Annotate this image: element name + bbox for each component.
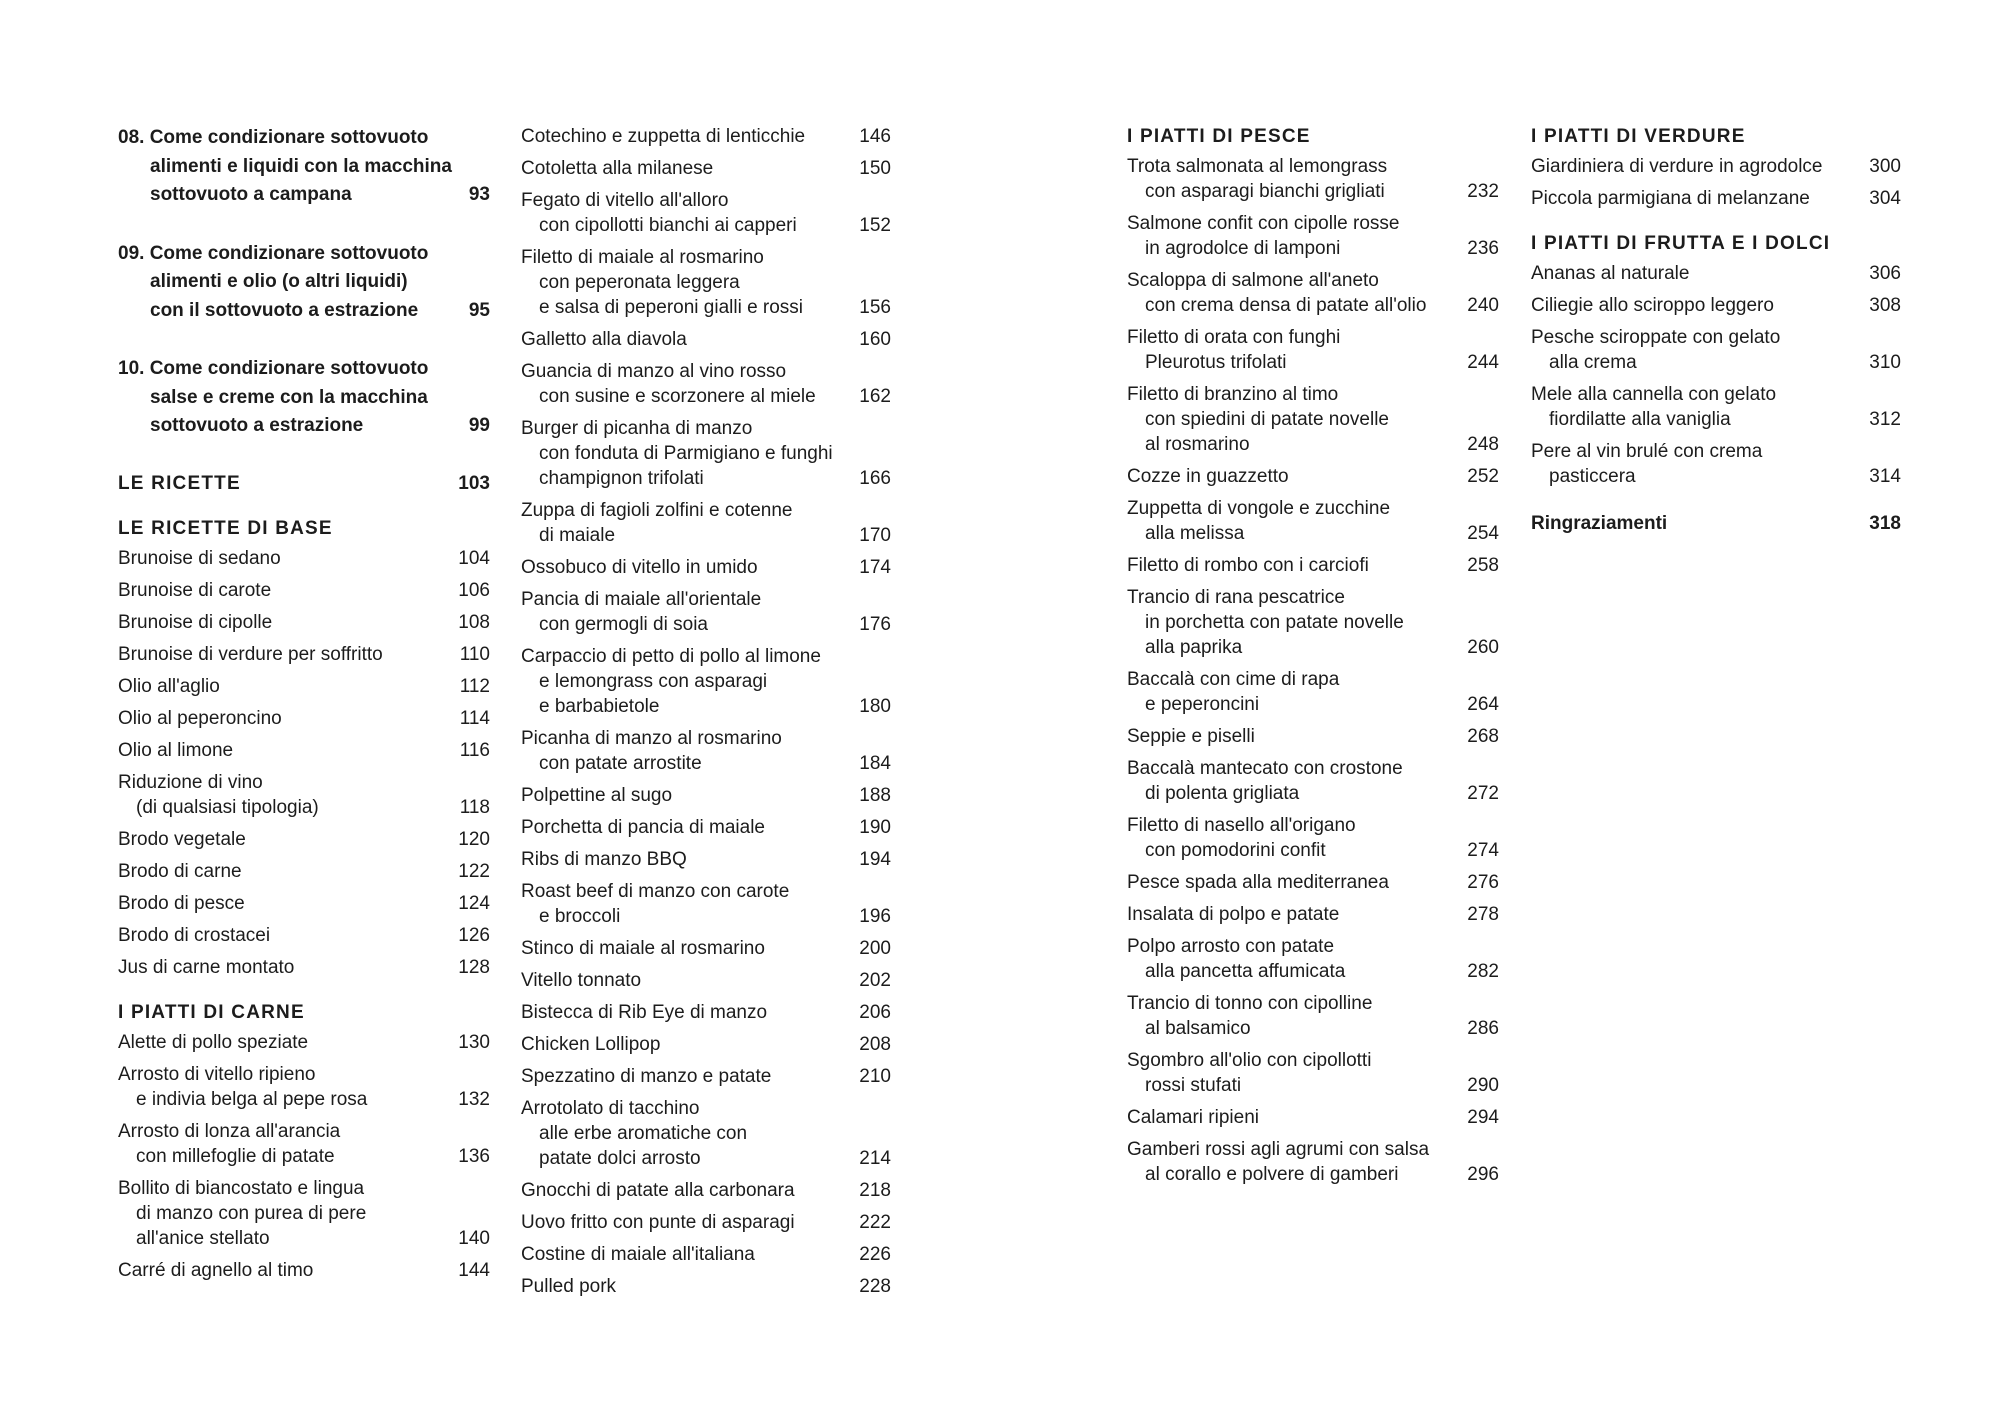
page-number: 236 (1467, 238, 1499, 259)
entry-title: Ananas al naturale (1531, 263, 1690, 284)
entry-title: Ossobuco di vitello in umido (521, 557, 758, 578)
page-number: 274 (1467, 840, 1499, 861)
entry-title: Arrosto di lonza all'arancia (118, 1120, 341, 1142)
section-title: I PIATTI DI FRUTTA E I DOLCI (1531, 233, 1831, 254)
entry-title: Olio al peperoncino (118, 707, 282, 729)
page-number: 310 (1869, 352, 1901, 373)
toc-entry (1531, 382, 1901, 432)
entry-title-continued: alla pancetta affumicata (1145, 961, 1346, 982)
entry-title-continued: sottovuoto a campana (150, 184, 352, 205)
page-number: 278 (1467, 904, 1499, 925)
entry-title: Arrotolato di tacchino (521, 1098, 700, 1119)
page-number: 276 (1467, 872, 1499, 893)
page-number: 144 (458, 1259, 490, 1281)
page-number: 218 (859, 1180, 891, 1201)
entry-title: Pere al vin brulé con crema (1531, 441, 1763, 462)
page-number: 244 (1467, 352, 1499, 373)
page-number: 184 (859, 753, 891, 774)
toc-entry (521, 498, 891, 548)
page-number: 130 (458, 1031, 490, 1053)
toc-entry (118, 706, 490, 731)
toc-entry (1127, 756, 1499, 806)
entry-title: Guancia di manzo al vino rosso (521, 361, 787, 382)
page-number: 99 (468, 415, 490, 436)
entry-title: Pesce spada alla mediterranea (1127, 872, 1389, 893)
toc-entry (118, 859, 490, 884)
page-number: 93 (468, 184, 490, 205)
chapter-entry (118, 240, 490, 326)
entry-title-continued: con cipollotti bianchi ai capperi (539, 215, 797, 236)
entry-title: Olio al limone (118, 739, 234, 761)
entry-title: Gnocchi di patate alla carbonara (521, 1180, 795, 1201)
page-number: 116 (459, 739, 490, 761)
toc-entry (1127, 464, 1499, 489)
entry-title: Porchetta di pancia di maiale (521, 817, 765, 838)
page-number: 124 (458, 892, 490, 914)
page-number: 294 (1467, 1107, 1499, 1128)
toc-entry (521, 644, 891, 719)
page-number: 190 (859, 817, 891, 838)
page-number: 106 (458, 579, 490, 601)
page-number: 128 (458, 956, 490, 978)
toc-entry (118, 827, 490, 852)
entry-title-continued: con susine e scorzonere al miele (539, 386, 816, 407)
page-number: 126 (458, 924, 490, 946)
entry-title-continued: con il sottovuoto a estrazione (150, 299, 419, 321)
page-number: 202 (859, 970, 891, 991)
entry-title: Ribs di manzo BBQ (521, 849, 687, 870)
toc-entry (1127, 902, 1499, 927)
toc-column-4 (1531, 124, 1901, 543)
entry-title: Sgombro all'olio con cipollotti (1127, 1050, 1372, 1071)
entry-title: Alette di pollo speziate (118, 1031, 309, 1053)
toc-entry (521, 1210, 891, 1235)
chapter-entry (118, 355, 490, 441)
entry-title: Trota salmonata al lemongrass (1127, 156, 1388, 177)
entry-title: Stinco di maiale al rosmarino (521, 938, 765, 959)
page-number: 174 (859, 557, 891, 578)
entry-title-continued: con spiedini di patate novelle (1145, 409, 1390, 430)
page-number: 120 (458, 828, 490, 850)
entry-title: Baccalà con cime di rapa (1127, 669, 1340, 690)
page-number: 290 (1467, 1075, 1499, 1096)
entry-title-continued: alla paprika (1145, 637, 1243, 658)
page-number: 136 (458, 1145, 490, 1167)
entry-title: Arrosto di vitello ripieno (118, 1063, 316, 1085)
toc-entry (1127, 585, 1499, 660)
entry-title-continued: con millefoglie di patate (136, 1145, 335, 1167)
entry-title-continued: fiordilatte alla vaniglia (1549, 409, 1731, 430)
toc-entry (1127, 667, 1499, 717)
toc-entry (118, 1258, 490, 1283)
section-page-number: 103 (458, 472, 490, 494)
page-number: 272 (1467, 783, 1499, 804)
page-number: 226 (859, 1244, 891, 1265)
page-number: 118 (459, 796, 490, 818)
entry-title: Chicken Lollipop (521, 1034, 661, 1055)
page-number: 240 (1467, 295, 1499, 316)
entry-title: Filetto di orata con funghi (1127, 327, 1341, 348)
entry-title: Pesche sciroppate con gelato (1531, 327, 1781, 348)
entry-title: Calamari ripieni (1127, 1107, 1259, 1128)
entry-title-continued: alimenti e liquidi con la macchina (150, 155, 452, 177)
section-title: I PIATTI DI CARNE (118, 1001, 305, 1023)
entry-title: Brodo vegetale (118, 828, 246, 850)
page-number: 114 (459, 707, 490, 729)
entry-title-continued: con asparagi bianchi grigliati (1145, 181, 1385, 202)
entry-title: Salmone confit con cipolle rosse (1127, 213, 1400, 234)
page-number: 196 (859, 906, 891, 927)
entry-title: Fegato di vitello all'alloro (521, 190, 729, 211)
section-title: LE RICETTE (118, 472, 241, 494)
page-number: 286 (1467, 1018, 1499, 1039)
toc-entry (118, 1030, 490, 1055)
page-number: 258 (1467, 555, 1499, 576)
page-number: 160 (859, 329, 891, 350)
toc-entry (521, 815, 891, 840)
entry-title: 10. Come condizionare sottovuoto (118, 358, 429, 379)
page-number: 306 (1869, 263, 1901, 284)
entry-title: Olio all'aglio (118, 675, 220, 697)
page-number: 156 (859, 297, 891, 318)
entry-title-continued: in agrodolce di lamponi (1145, 238, 1341, 259)
toc-entry (521, 188, 891, 238)
toc-entry (521, 1178, 891, 1203)
toc-entry (1531, 293, 1901, 318)
toc-entry (521, 1242, 891, 1267)
page-number: 264 (1467, 694, 1499, 715)
section-heading (118, 471, 490, 496)
page-number: 166 (859, 468, 891, 489)
entry-title-continued: di maiale (539, 525, 616, 546)
toc-entry (1127, 1137, 1499, 1187)
toc-entry (1531, 261, 1901, 286)
toc-entry (1531, 439, 1901, 489)
entry-title: Uovo fritto con punte di asparagi (521, 1212, 795, 1233)
entry-title: Giardiniera di verdure in agrodolce (1531, 156, 1823, 177)
page-number: 304 (1869, 188, 1901, 209)
entry-title-continued: champignon trifolati (539, 468, 704, 489)
section-title: I PIATTI DI PESCE (1127, 126, 1311, 147)
toc-entry (521, 936, 891, 961)
page-number: 314 (1869, 466, 1901, 487)
entry-title: Seppie e piselli (1127, 726, 1255, 747)
entry-title-continued: alle erbe aromatiche con (539, 1123, 748, 1144)
page-number: 296 (1467, 1164, 1499, 1185)
entry-title-continued: al corallo e polvere di gamberi (1145, 1164, 1399, 1185)
page-number: 104 (458, 547, 490, 569)
toc-entry (118, 770, 490, 820)
entry-title: Polpo arrosto con patate (1127, 936, 1335, 957)
entry-title: Scaloppa di salmone all'aneto (1127, 270, 1379, 291)
toc-entry (118, 674, 490, 699)
entry-title: Brodo di carne (118, 860, 242, 882)
entry-title: Brunoise di sedano (118, 547, 281, 569)
entry-title: Costine di maiale all'italiana (521, 1244, 755, 1265)
toc-entry (1127, 325, 1499, 375)
entry-title: Pulled pork (521, 1276, 617, 1297)
page-number: 180 (859, 696, 891, 717)
toc-entry (521, 359, 891, 409)
toc-column-2 (521, 124, 891, 1306)
page-number: 162 (859, 386, 891, 407)
entry-title: Brodo di pesce (118, 892, 245, 914)
toc-entry (1127, 496, 1499, 546)
entry-title: Filetto di rombo con i carciofi (1127, 555, 1369, 576)
entry-title: Spezzatino di manzo e patate (521, 1066, 772, 1087)
toc-entry (521, 783, 891, 808)
entry-title-continued: e broccoli (539, 906, 621, 927)
entry-title-continued: e peperoncini (1145, 694, 1260, 715)
entry-title: Brunoise di carote (118, 579, 272, 601)
entry-title-continued: salse e creme con la macchina (150, 386, 428, 408)
entry-title-continued: alimenti e olio (o altri liquidi) (150, 271, 408, 292)
toc-entry (521, 968, 891, 993)
page-number: 268 (1467, 726, 1499, 747)
entry-title: Ciliegie allo sciroppo leggero (1531, 295, 1774, 316)
entry-title: Polpettine al sugo (521, 785, 673, 806)
entry-title: Cotechino e zuppetta di lenticchie (521, 126, 806, 147)
entry-title-continued: (di qualsiasi tipologia) (136, 796, 319, 818)
toc-entry (1127, 813, 1499, 863)
page-number: 122 (458, 860, 490, 882)
page-number: 110 (459, 643, 490, 665)
page-number: 260 (1467, 637, 1499, 658)
entry-title-continued: con germogli di soia (539, 614, 708, 635)
entry-title-continued: e barbabietole (539, 696, 660, 717)
page-number: 170 (859, 525, 891, 546)
entry-title: Brunoise di cipolle (118, 611, 273, 633)
toc-entry (1127, 268, 1499, 318)
toc-entry (521, 416, 891, 491)
entry-title-continued: con patate arrostite (539, 753, 702, 774)
entry-title: Brunoise di verdure per soffritto (118, 643, 383, 665)
toc-entry (521, 1000, 891, 1025)
toc-entry (1127, 154, 1499, 204)
entry-title-continued: alla crema (1549, 352, 1637, 373)
page-number: 188 (859, 785, 891, 806)
entry-title-continued: con fonduta di Parmigiano e funghi (539, 443, 833, 464)
entry-title-continued: di manzo con purea di pere (136, 1202, 367, 1224)
toc-entry (521, 1064, 891, 1089)
entry-title-continued: e salsa di peperoni gialli e rossi (539, 297, 804, 318)
entry-title-continued: sottovuoto a estrazione (150, 415, 364, 436)
entry-title: Burger di picanha di manzo (521, 418, 753, 439)
toc-entry (1127, 934, 1499, 984)
page-number: 308 (1869, 295, 1901, 316)
toc-entry (521, 1274, 891, 1299)
page-number: 254 (1467, 523, 1499, 544)
page-number: 208 (859, 1034, 891, 1055)
entry-title: Vitello tonnato (521, 970, 642, 991)
entry-title-continued: al balsamico (1145, 1018, 1251, 1039)
toc-entry (1127, 870, 1499, 895)
entry-title: Trancio di rana pescatrice (1127, 587, 1345, 608)
section-title: LE RICETTE DI BASE (118, 517, 333, 539)
chapter-entry (118, 124, 490, 210)
entry-title: Filetto di maiale al rosmarino (521, 247, 764, 268)
toc-entry (1127, 1105, 1499, 1130)
page-number: 206 (859, 1002, 891, 1023)
page-number: 282 (1467, 961, 1499, 982)
entry-title-continued: Pleurotus trifolati (1145, 352, 1287, 373)
toc-entry (521, 1032, 891, 1057)
entry-title: Bistecca di Rib Eye di manzo (521, 1002, 768, 1023)
page-number: 248 (1467, 434, 1499, 455)
entry-title-continued: con peperonata leggera (539, 272, 740, 293)
entry-title-continued: in porchetta con patate novelle (1145, 612, 1404, 633)
entry-title: Trancio di tonno con cipolline (1127, 993, 1373, 1014)
toc-entry (521, 327, 891, 352)
entry-title: Cotoletta alla milanese (521, 158, 714, 179)
toc-entry (118, 642, 490, 667)
page-number: 232 (1467, 181, 1499, 202)
toc-entry (1127, 382, 1499, 457)
entry-title: Galletto alla diavola (521, 329, 687, 350)
page-number: 176 (859, 614, 891, 635)
page-number: 318 (1869, 513, 1901, 534)
entry-title-continued: alla melissa (1145, 523, 1245, 544)
entry-title-continued: con crema densa di patate all'olio (1145, 295, 1427, 316)
entry-title: Jus di carne montato (118, 956, 295, 978)
toc-column-1 (118, 124, 490, 1290)
toc-entry (118, 1119, 490, 1169)
entry-title: Carré di agnello al timo (118, 1259, 314, 1281)
entry-title: Piccola parmigiana di melanzane (1531, 188, 1810, 209)
page-number: 312 (1869, 409, 1901, 430)
toc-entry (1127, 1048, 1499, 1098)
entry-title: Ringraziamenti (1531, 513, 1668, 534)
entry-title-continued: e lemongrass con asparagi (539, 671, 768, 692)
entry-title-continued: rossi stufati (1145, 1075, 1242, 1096)
entry-title: Mele alla cannella con gelato (1531, 384, 1777, 405)
entry-title: Zuppa di fagioli zolfini e cotenne (521, 500, 793, 521)
page-number: 152 (859, 215, 891, 236)
entry-title-continued: con pomodorini confit (1145, 840, 1326, 861)
toc-entry (521, 124, 891, 149)
page-number: 132 (458, 1088, 490, 1110)
entry-title: Filetto di nasello all'origano (1127, 815, 1356, 836)
section-heading (118, 516, 490, 541)
toc-entry (118, 955, 490, 980)
toc-entry (1127, 553, 1499, 578)
page-number: 95 (468, 299, 490, 321)
toc-entry (118, 1062, 490, 1112)
page-number: 140 (458, 1227, 490, 1249)
entry-title: Brodo di crostacei (118, 924, 271, 946)
entry-title-continued: al rosmarino (1145, 434, 1250, 455)
entry-title: Baccalà mantecato con crostone (1127, 758, 1403, 779)
section-heading (1127, 124, 1499, 149)
page-number: 194 (859, 849, 891, 870)
entry-title: Picanha di manzo al rosmarino (521, 728, 782, 749)
section-heading (1531, 231, 1901, 256)
entry-title: Carpaccio di petto di pollo al limone (521, 646, 821, 667)
page-number: 222 (859, 1212, 891, 1233)
entry-title: Gamberi rossi agli agrumi con salsa (1127, 1139, 1430, 1160)
entry-title: Insalata di polpo e patate (1127, 904, 1340, 925)
page-number: 146 (859, 126, 891, 147)
toc-entry (1127, 991, 1499, 1041)
entry-title: 09. Come condizionare sottovuoto (118, 242, 429, 264)
entry-title-continued: all'anice stellato (136, 1227, 270, 1249)
entry-title-continued: e indivia belga al pepe rosa (136, 1088, 368, 1110)
entry-title: Zuppetta di vongole e zucchine (1127, 498, 1391, 519)
entry-title-continued: pasticcera (1549, 466, 1636, 487)
entry-title: Roast beef di manzo con carote (521, 881, 790, 902)
entry-title: Cozze in guazzetto (1127, 466, 1289, 487)
section-heading (1531, 124, 1901, 149)
toc-entry (521, 587, 891, 637)
toc-entry (118, 738, 490, 763)
entry-title: Bollito di biancostato e lingua (118, 1177, 365, 1199)
toc-entry (118, 891, 490, 916)
page-number: 108 (458, 611, 490, 633)
toc-entry (118, 546, 490, 571)
entry-title: 08. Come condizionare sottovuoto (118, 127, 429, 148)
toc-entry (1127, 211, 1499, 261)
toc-entry (521, 847, 891, 872)
toc-entry (118, 578, 490, 603)
entry-title: Filetto di branzino al timo (1127, 384, 1339, 405)
toc-entry (118, 610, 490, 635)
page-number: 228 (859, 1276, 891, 1297)
toc-entry (1127, 724, 1499, 749)
toc-entry (118, 923, 490, 948)
toc-entry (1531, 511, 1901, 536)
toc-entry (118, 1176, 490, 1251)
toc-entry (1531, 325, 1901, 375)
toc-entry (521, 555, 891, 580)
toc-entry (521, 156, 891, 181)
section-title: I PIATTI DI VERDURE (1531, 126, 1746, 147)
toc-entry (521, 1096, 891, 1171)
page-number: 300 (1869, 156, 1901, 177)
toc-entry (521, 245, 891, 320)
page-number: 214 (859, 1148, 891, 1169)
page-number: 150 (859, 158, 891, 179)
toc-column-3 (1127, 124, 1499, 1194)
page-number: 200 (859, 938, 891, 959)
section-heading (118, 1000, 490, 1025)
entry-title: Pancia di maiale all'orientale (521, 589, 762, 610)
page-number: 210 (859, 1066, 891, 1087)
toc-entry (521, 879, 891, 929)
entry-title: Riduzione di vino (118, 771, 263, 793)
toc-entry (521, 726, 891, 776)
page-number: 252 (1467, 466, 1499, 487)
toc-entry (1531, 186, 1901, 211)
entry-title-continued: di polenta grigliata (1145, 783, 1300, 804)
page-number: 112 (459, 675, 490, 697)
entry-title-continued: patate dolci arrosto (539, 1148, 701, 1169)
toc-entry (1531, 154, 1901, 179)
